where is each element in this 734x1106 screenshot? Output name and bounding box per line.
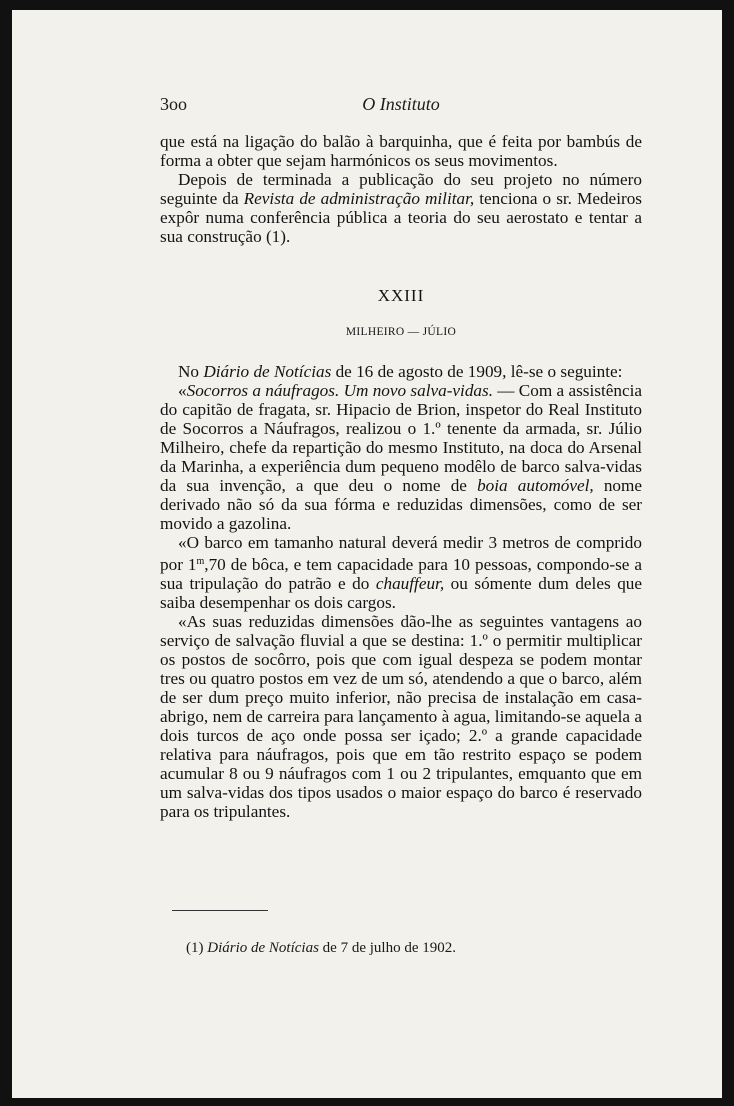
paragraph-6 <box>160 612 642 821</box>
boat-name: boia automóvel, <box>477 476 594 495</box>
footnote <box>186 940 626 957</box>
paragraph-3-text-b: de 16 de agosto de 1909, lê-se o seguinte: <box>331 362 623 381</box>
paragraph-5-text-b: ,70 de bôca, e tem capacidade para 10 pessoas, compondo-se a sua tripulação do patrão e do <box>160 555 642 593</box>
paragraph-2 <box>160 170 642 246</box>
paragraph-2-text-b: tenciona o sr. Medeiros expôr numa conferência pública a teoria do seu aerostato e tentar a sua construção (1). <box>160 189 642 246</box>
paragraph-3-text-a: No <box>178 362 204 381</box>
paragraph-5-text-a: «O barco em tamanho natural deverá medir 3 metros de comprido por 1 <box>160 533 642 574</box>
page-number: 3oo <box>160 94 187 114</box>
unit-superscript: m <box>196 556 205 567</box>
paragraph-1 <box>160 132 642 170</box>
paragraph-1-text: que está na ligação do balão à barquinha, que é feita por bambús de forma a obter que sejam harmónicos os seus movimentos. <box>160 132 642 170</box>
paragraph-6-text: «As suas reduzidas dimensões dão-lhe as seguintes vantagens ao serviço de salvação fluvial a que se destina: 1.º o permitir multiplicar os postos de socôrro, pois que com igual despeza se podem montar tres ou quatro postos em vez de um só, atendendo a que o barco, além de ser dum preço muito inferior, não precisa de instalação em casa-abrigo, nem de carreira para lançamento à agua, limitando-se aquela a dois turcos de aço onde possa ser içado; 2.º a grande capacidade relativa para náufragos, pois que em tão restrito espaço se podem acumular 8 ou 9 náufragos com 1 ou 2 tripulantes, emquanto que em um salva-vidas dos tipos usados o maior espaço do barco é reservado para os tripulantes. <box>160 612 642 821</box>
paragraph-4 <box>160 381 642 533</box>
running-title: O Instituto <box>362 94 440 114</box>
journal-title: Revista de administração militar, <box>243 189 475 208</box>
section-subtitle: MILHEIRO — JÚLIO <box>345 326 457 338</box>
footnote-marker: (1) <box>186 940 208 956</box>
paragraph-5 <box>160 533 642 612</box>
paragraph-4-text-c: nome derivado não só da sua fórma e reduzidas dimensões, como de ser movido a gazolina. <box>160 476 643 533</box>
chauffeur-word: chauffeur, <box>375 574 445 593</box>
paragraph-2-text-a: Depois de terminada a publicação do seu projeto no número seguinte da <box>160 170 642 208</box>
newspaper-title: Diário de Notícias <box>203 362 332 381</box>
page-header <box>160 94 642 118</box>
paragraph-5-text-c: ou sómente dum deles que saiba desempenhar os dois cargos. <box>160 574 643 612</box>
section-numeral: XXIII <box>377 286 425 305</box>
article-headline: Socorros a náufragos. Um novo salva-vidas. <box>186 381 493 400</box>
footnote-divider <box>172 910 268 911</box>
footnote-text: de 7 de julho de 1902. <box>318 940 456 956</box>
paragraph-4-open-quote: « <box>178 381 187 400</box>
page-body <box>160 132 642 821</box>
paragraph-3 <box>160 362 642 381</box>
footnote-source: Diário de Notícias <box>207 940 319 956</box>
document-page <box>12 10 722 1098</box>
paragraph-4-text-b: — Com a assistência do capitão de fragata, sr. Hipacio de Brion, inspetor do Real Instituto de Socorros a Náufragos, realizou o 1.º tenente da armada, sr. Júlio Milheiro, chefe da repartição do mesmo Instituto, na doca do Arsenal da Marinha, a experiência dum pequeno modêlo de barco salva-vidas da sua invenção, a que deu o nome de <box>160 381 642 495</box>
